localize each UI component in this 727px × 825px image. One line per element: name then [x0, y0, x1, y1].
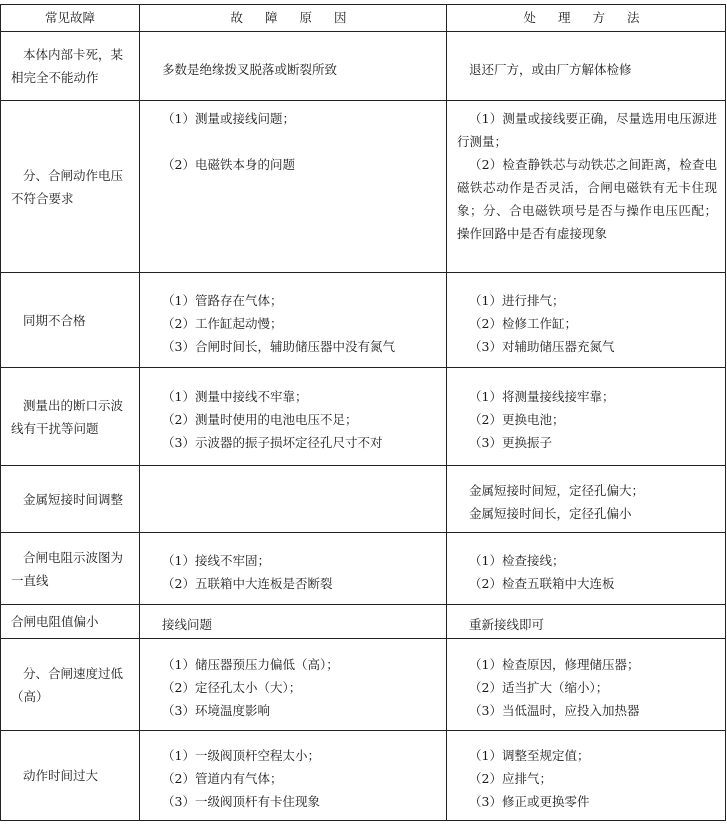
fault-cell: 测量出的断口示波线有干扰等问题 — [1, 368, 140, 466]
table-row — [1, 731, 726, 821]
method-item: （3）修正或更换零件 — [469, 794, 590, 809]
method-item: （1）进行排气； — [469, 292, 565, 308]
cause-cell — [140, 101, 447, 273]
fault-cell: 金属短接时间调整 — [1, 466, 140, 533]
table-row — [1, 32, 726, 101]
fault-cell: 分、合闸动作电压不符合要求 — [1, 101, 140, 273]
method-cell — [447, 368, 726, 466]
cause-item: （1）储压器预压力偏低（高）； — [162, 657, 339, 672]
cause-item: （2）管道内有气体； — [162, 771, 283, 786]
cause-item: （3）示波器的振子损坏定径孔尺寸不对 — [162, 435, 383, 450]
cause-item: （2）工作缸起动慢； — [162, 315, 283, 331]
fault-table — [0, 4, 726, 821]
header-fault: 常见故障 — [1, 5, 140, 32]
method-item: （2）检查五联箱中大连板 — [469, 575, 615, 591]
cause-item: （2）定径孔太小（大）； — [162, 680, 302, 695]
header-cause: 故 障 原 因 — [140, 5, 447, 32]
method-item: （2）适当扩大（缩小）； — [469, 680, 609, 695]
method-cell — [447, 731, 726, 821]
cause-cell — [140, 273, 447, 368]
table-row — [1, 273, 726, 368]
method-cell — [447, 639, 726, 731]
method-cell — [447, 605, 726, 639]
method-item: （3）更换振子 — [469, 435, 552, 450]
table-row — [1, 101, 726, 273]
method-item: 重新接线即可 — [469, 617, 545, 632]
method-item: （2）更换电池； — [469, 412, 565, 427]
method-cell — [447, 32, 726, 101]
cause-item: （3）一级阀顶杆有卡住现象 — [162, 794, 320, 809]
table-row — [1, 368, 726, 466]
table-row — [1, 605, 726, 639]
cause-item: （3）环境温度影响 — [162, 703, 270, 718]
method-item: （3）对辅助储压器充氮气 — [469, 338, 615, 354]
cause-item: 接线问题 — [162, 617, 213, 632]
cause-item: （2）测量时使用的电池电压不足； — [162, 412, 358, 427]
cause-item: （2）五联箱中大连板是否断裂 — [162, 575, 333, 591]
method-item: 金属短接时间短，定径孔偏大； — [469, 483, 645, 498]
fault-cell: 本体内部卡死，某相完全不能动作 — [1, 32, 140, 101]
cause-item: （1）测量中接线不牢靠； — [162, 389, 308, 404]
cause-cell — [140, 639, 447, 731]
fault-cell: 分、合闸速度过低（高） — [1, 639, 140, 731]
fault-cell: 合闸电阻值偏小 — [1, 605, 140, 639]
method-item: （2）应排气； — [469, 771, 552, 786]
table-row — [1, 533, 726, 605]
cause-cell — [140, 533, 447, 605]
fault-cell: 同期不合格 — [1, 273, 140, 368]
method-item: （1）测量或接线要正确，尽量选用电压源进行测量； — [457, 111, 717, 149]
method-item: （1）检查接线； — [469, 552, 565, 568]
table-row — [1, 466, 726, 533]
method-item: （1）检查原因，修理储压器； — [469, 657, 640, 672]
fault-cell: 动作时间过大 — [1, 731, 140, 821]
cause-cell — [140, 605, 447, 639]
method-item: （2）检修工作缸； — [469, 315, 577, 331]
method-cell — [447, 533, 726, 605]
cause-item: （3）合闸时间长，辅助储压器中没有氮气 — [162, 338, 395, 354]
method-item: （3）当低温时，应投入加热器 — [469, 703, 640, 718]
method-item: 金属短接时间长，定径孔偏小 — [469, 506, 632, 521]
cause-item: （1）测量或接线问题； — [162, 111, 295, 126]
cause-item: 多数是绝缘拨叉脱落或断裂所致 — [162, 61, 338, 77]
method-item: （2）检查静铁芯与动铁芯之间距离，检查电磁铁芯动作是否灵活，合闸电磁铁有无卡住现象；分、合电磁铁项号是否与操作电压匹配；操作回路中是否有虚接现象 — [457, 157, 717, 241]
cause-item: （1）一级阀顶杆空程太小； — [162, 748, 320, 763]
cause-item: （1）接线不牢固； — [162, 552, 270, 568]
method-item: 退还厂方，或由厂方解体检修 — [469, 61, 632, 77]
header-method: 处 理 方 法 — [447, 5, 726, 32]
fault-cell: 合闸电阻示波图为一直线 — [1, 533, 140, 605]
method-cell — [447, 466, 726, 533]
method-item: （1）调整至规定值； — [469, 748, 590, 763]
method-cell — [447, 273, 726, 368]
cause-item: （2）电磁铁本身的问题 — [162, 157, 295, 172]
method-cell — [447, 101, 726, 273]
cause-cell — [140, 32, 447, 101]
cause-item: （1）管路存在气体； — [162, 292, 283, 308]
header-row — [1, 5, 726, 32]
table-row — [1, 639, 726, 731]
method-item: （1）将测量接线接牢靠； — [469, 389, 615, 404]
cause-cell — [140, 466, 447, 533]
cause-cell — [140, 368, 447, 466]
cause-cell — [140, 731, 447, 821]
